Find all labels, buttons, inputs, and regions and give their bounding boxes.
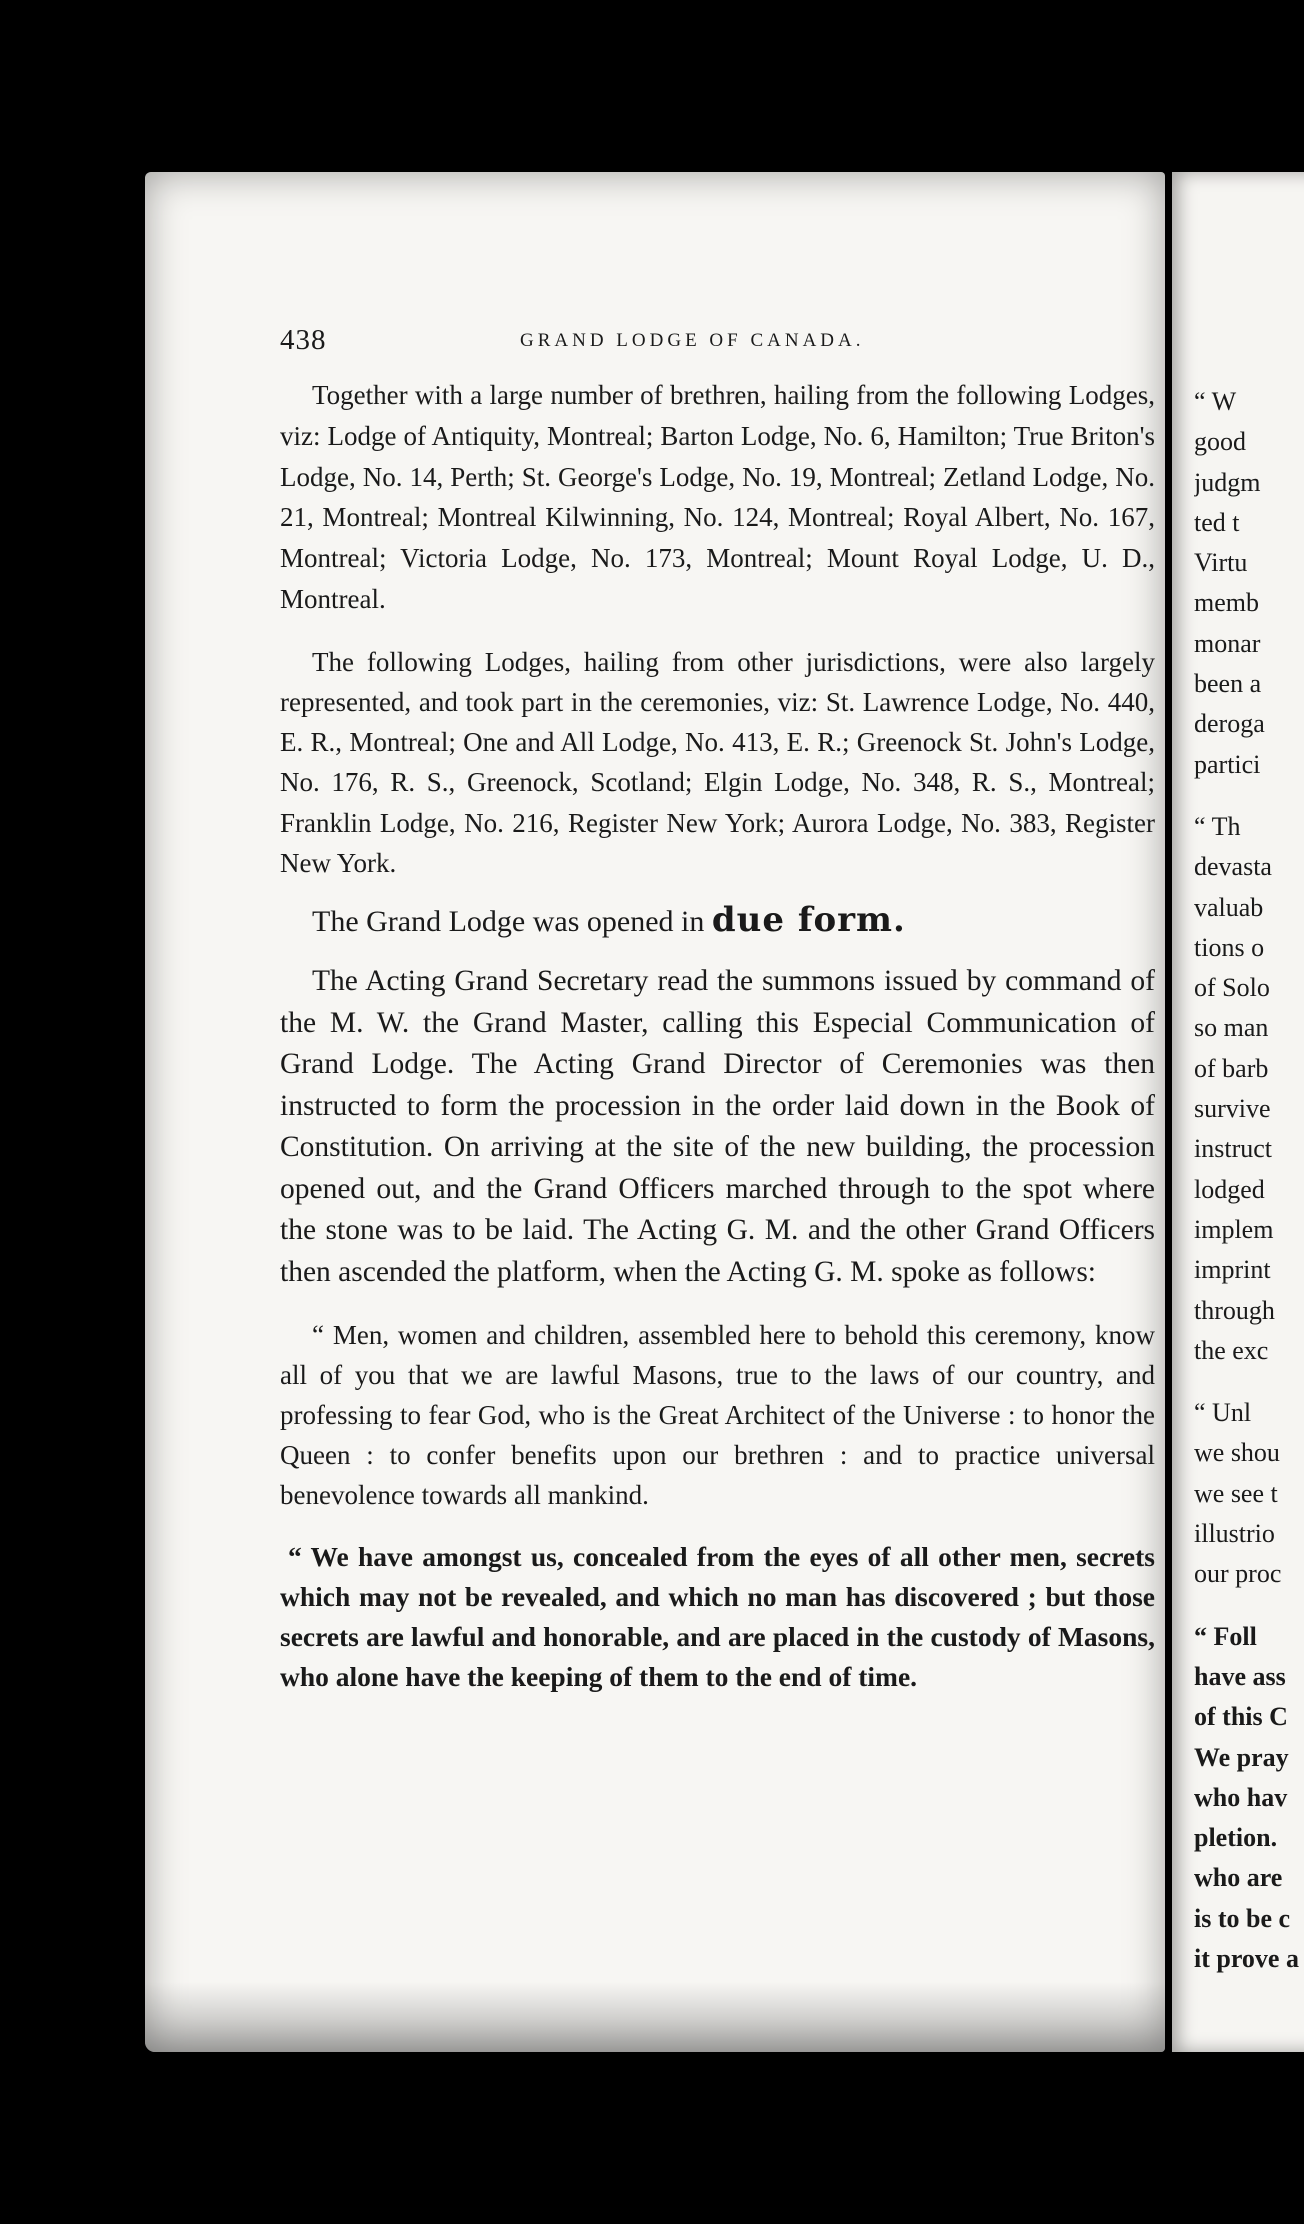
- right-line: ted t: [1194, 507, 1240, 537]
- right-line: survive: [1194, 1094, 1271, 1124]
- right-gap: [1194, 785, 1304, 807]
- right-line: we shou: [1194, 1438, 1280, 1468]
- right-line: implem: [1194, 1214, 1274, 1244]
- right-line: of barb: [1194, 1053, 1269, 1083]
- right-line: “ Foll: [1194, 1621, 1257, 1651]
- right-line: so man: [1194, 1013, 1269, 1043]
- right-line: is to be c: [1194, 1903, 1291, 1933]
- page-header: [280, 324, 1150, 368]
- paragraph-opening: [280, 899, 1155, 943]
- book-page-right-edge: [1172, 172, 1304, 2052]
- paragraph-lodges-list: Together with a large number of brethren, hailing from the following Lodges, viz: Lodge of Antiquity, Montreal; Barton Lodge, No. 6, Hamilton; True Briton's Lodge, No. 14, Perth; St. George's Lodge, No. 19, Montreal; Zetland Lodge, No. 21, Montreal; Montreal Kilwinning, No. 124, Montreal; Royal Albert, No. 167, Montreal; Victoria Lodge, No. 173, Montreal; Mount Royal Lodge, U. D., Montreal.: [280, 380, 1155, 614]
- right-line: lodged: [1194, 1174, 1265, 1204]
- right-line: monar: [1194, 628, 1261, 658]
- right-line: valuab: [1194, 892, 1264, 922]
- right-line: been a: [1194, 669, 1262, 699]
- right-line: through: [1194, 1295, 1275, 1325]
- right-line: tions o: [1194, 932, 1265, 962]
- right-line: it prove a: [1194, 1943, 1299, 1973]
- right-line: “ W: [1194, 387, 1237, 416]
- right-gap: [1194, 1371, 1304, 1393]
- right-line: devasta: [1194, 852, 1272, 882]
- right-line: of this C: [1194, 1702, 1288, 1732]
- right-line: imprint: [1194, 1255, 1271, 1285]
- paragraph-procession: The Acting Grand Secretary read the summons issued by command of the M. W. the Grand Master, calling this Especial Communication of Grand Lodge. The Acting Grand Director of Ceremonies was then instructed to form the procession in the order laid down in the Book of Constitution. On arriving at the site of the new building, the procession opened out, and the Grand Officers marched through to the spot where the stone was to be laid. The Acting G. M. and the other Grand Officers then ascended the platform, when the Acting G. M. spoke as follows:: [280, 965, 1155, 1288]
- paragraph-secrets: “ We have amongst us, concealed from the eyes of all other men, secrets which may not be revealed, and which no man has discovered ; but those secrets are lawful and honorable, and are placed in the custody of Masons, who alone have the keeping of them to the end of time.: [280, 1541, 1155, 1692]
- right-line: “ Th: [1194, 811, 1241, 841]
- right-line: We pray: [1194, 1742, 1289, 1772]
- right-line: illustrio: [1194, 1519, 1275, 1549]
- paragraph-address: “ Men, women and children, assembled here to behold this ceremony, know all of you that we are lawful Masons, true to the laws of our country, and professing to fear God, who is the Great Architect of the Universe : to honor the Queen : to confer benefits upon our brethren : and to practice universal benevolence towards all mankind.: [280, 1320, 1155, 1510]
- right-line: good: [1194, 427, 1246, 457]
- book-page-left: [145, 172, 1165, 2052]
- opening-text: The Grand Lodge was opened in: [312, 905, 712, 938]
- right-gap: [1194, 1595, 1304, 1617]
- right-line: deroga: [1194, 709, 1265, 739]
- right-line: our proc: [1194, 1559, 1282, 1589]
- right-line: have ass: [1194, 1661, 1286, 1691]
- right-line: instruct: [1194, 1134, 1272, 1164]
- page-body: [280, 375, 1155, 1697]
- paragraph-other-jurisdictions: The following Lodges, hailing from other jurisdictions, were also largely represented, and took part in the ceremonies, viz: St. Lawrence Lodge, No. 440, E. R., Montreal; One and All Lodge, No. 413, E. R.; Greenock St. John's Lodge, No. 176, R. S., Greenock, Scotland; Elgin Lodge, No. 348, R. S., Montreal; Franklin Lodge, No. 216, Register New York; Aurora Lodge, No. 383, Register New York.: [280, 646, 1155, 878]
- right-line: pletion.: [1194, 1823, 1278, 1853]
- right-line: partici: [1194, 749, 1261, 779]
- right-line: who hav: [1194, 1782, 1288, 1812]
- right-line: “ Unl: [1194, 1398, 1252, 1428]
- opening-emphasis: due form.: [711, 900, 906, 940]
- right-line: we see t: [1194, 1478, 1278, 1508]
- right-line: who are: [1194, 1863, 1283, 1893]
- right-line: of Solo: [1194, 973, 1270, 1003]
- right-line: memb: [1194, 588, 1259, 618]
- right-line: Virtu: [1194, 548, 1248, 578]
- running-title: GRAND LODGE OF CANADA.: [520, 330, 865, 351]
- page-number: 438: [280, 324, 327, 356]
- right-line: judgm: [1194, 467, 1261, 497]
- right-line: the exc: [1194, 1335, 1269, 1365]
- right-page-fragments: [1194, 382, 1304, 1979]
